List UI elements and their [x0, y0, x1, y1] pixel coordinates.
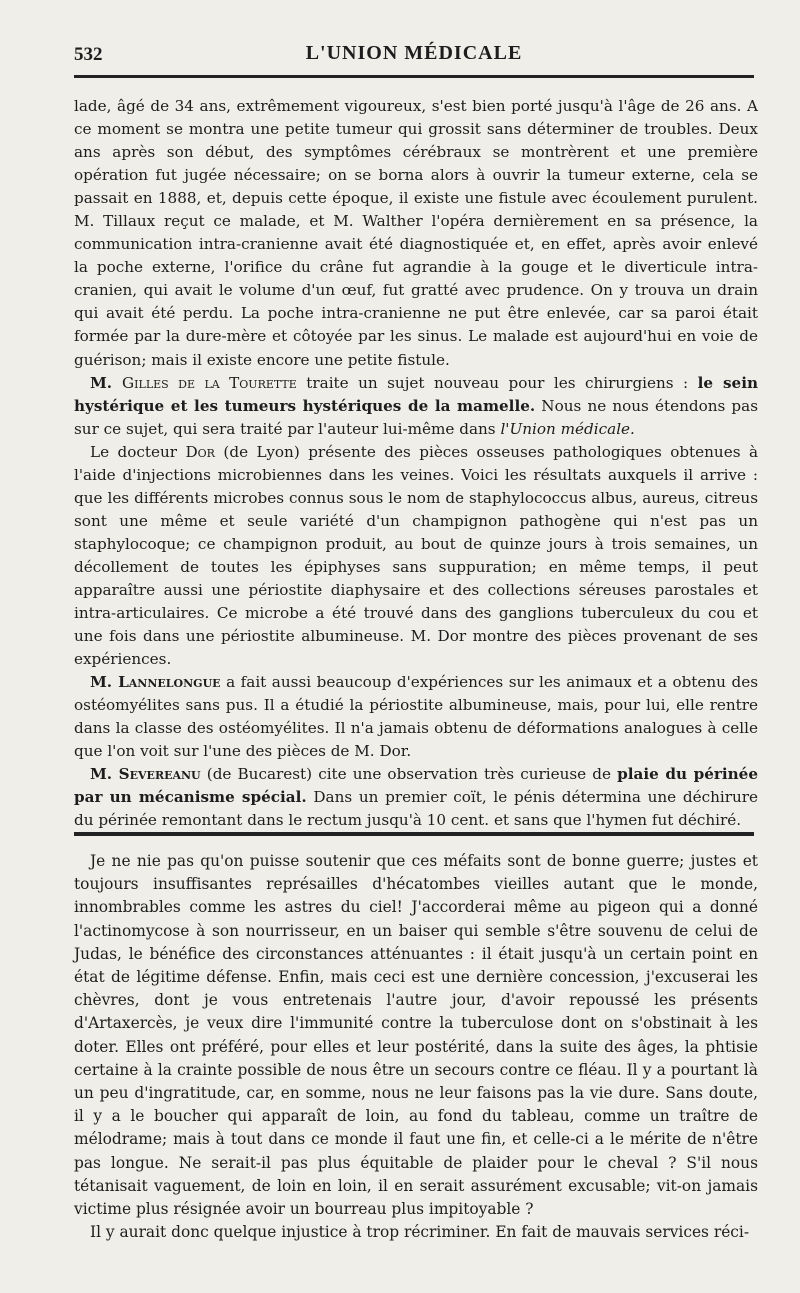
paragraph-dor: Le docteur Dor (de Lyon) présente des pièces osseuses pathologiques obtenues à l'aide d'injections microbiennes dans les veines. Voici les résultats auxquels il arrive : que les différents microbes connus sous le nom de staphylococcus albus, aureus, citreus sont une même et seule variété d'un champignon pathogène qui n'est pas un staphylocoque; ce champignon produit, au bout de quinze jours à trois semaines, un décollement de toutes les épiphyses sans suppuration; en même temps, il peut apparaître aussi une périostite diaphysaire et des collections séreuses parostales et intra-articulaires. Ce microbe a été trouvé dans des ganglions tuberculeux du cou et une fois dans une périostite albumineuse. M. Dor montre des pièces provenant de ses expériences.	[74, 442, 759, 669]
topic-title: plaie du périnée par un mécanisme spécial.	[74, 765, 758, 807]
feuilleton	[74, 850, 758, 1244]
paragraph-gilles-de-la-tourette: M. Gilles de la Tourette traite un sujet nouveau pour les chirurgiens : le sein hystérique et les tumeurs hystériques de la mamelle. Nous ne nous étendons pas sur ce sujet, qui sera traité par l'auteur lui-même dans l'Union médicale.	[74, 373, 759, 438]
feuilleton-separator	[74, 832, 754, 836]
feuilleton-paragraph: Je ne nie pas qu'on puisse soutenir que ces méfaits sont de bonne guerre; justes et toujours insuffisantes représailles d'hécatombes vieilles autant que le monde, innombrables comme les astres du ciel! J'accorderai même au pigeon qui a donné l'actinomycose à son nourrisseur, en un baiser qui semble s'être souvenu de celui de Judas, le bénéfice des circonstances atténuantes : il était jusqu'à un certain point en état de légitime défense. Enfin, mais ceci est une dernière concession, j'excuserai les chèvres, dont je vous entretenais l'autre jour, d'avoir repoussé les présents d'Artaxercès, je veux dire l'immunité contre la tuberculose dont on s'obstinait à les doter. Elles ont préféré, pour elles et leur postérité, dans la suite des âges, la phtisie certaine à la crainte possible de nous être un secours contre ce fléau. Il y a pourtant là un peu d'ingratitude, car, en somme, nous ne leur faisons pas la vie dure. Sans doute, il y a le boucher qui apparaît de loin, au fond du tableau, comme un traître de mélodrame; mais à tout dans ce monde il faut une fin, et celle-ci a le mérite de n'être pas longue. Ne serait-il pas plus équitable de plaider pour le cheval ? S'il nous tétanisait vaguement, de loin en loin, il en serait assurément excusable; vit-on jamais victime plus résignée avoir un bourreau plus impitoyable ?	[74, 852, 758, 1219]
feuilleton-paragraph: Il y aurait donc quelque injustice à trop récriminer. En fait de mauvais services réci-	[90, 1223, 750, 1242]
author-name: Gilles de la Tourette	[122, 373, 297, 392]
main-article	[74, 95, 758, 833]
header-rule	[74, 75, 754, 78]
running-title: L'UNION MÉDICALE	[305, 42, 523, 64]
author-name: Severeanu	[118, 765, 201, 784]
paragraph-severeanu: M. Severeanu (de Bucarest) cite une observation très curieuse de plaie du périnée par un mécanisme spécial. Dans un premier coït, le pénis détermina une déchirure du périnée remontant dans le rectum jusqu'à 10 cent. et sans que l'hymen fut déchiré.	[74, 765, 759, 830]
page-number: 532	[74, 44, 103, 65]
author-name: Dor	[185, 442, 215, 461]
journal-name: l'Union médicale.	[500, 419, 635, 438]
author-name: Lannelongue	[118, 673, 221, 692]
paragraph-tillaux: lade, âgé de 34 ans, extrêmement vigoureux, s'est bien porté jusqu'à l'âge de 26 ans. A ce moment se montra une petite tumeur qui grossit sans déterminer de troubles. Deux ans après son début, des symptômes cérébraux se montrèrent et une première opération fut jugée nécessaire; on se borna alors à ouvrir la tumeur externe, cela se passait en 1888, et, depuis cette époque, il existe une fistule avec écoulement purulent. M. Tillaux reçut ce malade, et M. Walther l'opéra dernièrement en sa présence, la communication intra-cranienne avait été diagnostiquée et, en effet, après avoir enlevé la poche externe, l'orifice du crâne fut agrandie à la gouge et le diverticule intra-cranien, qui avait le volume d'un œuf, fut gratté avec prudence. On y trouva un drain qui avait été perdu. La poche intra-cranienne ne put être enlevée, car sa paroi était formée par la dure-mère et côtoyée par les sinus. Le malade est aujourd'hui en voie de guérison; mais il existe encore une petite fistule.	[74, 97, 758, 369]
topic-title: le sein hystérique et les tumeurs hystériques de la mamelle.	[74, 373, 759, 415]
paragraph-lannelongue: M. Lannelongue a fait aussi beaucoup d'expériences sur les animaux et a obtenu des ostéomyélites sans pus. Il a étudié la périostite albumineuse, mais, pour lui, elle rentre dans la classe des ostéomyélites. Il n'a jamais obtenu de déformations analogues à celle que l'on voit sur l'une des pièces de M. Dor.	[74, 673, 758, 761]
page-header	[74, 34, 754, 74]
